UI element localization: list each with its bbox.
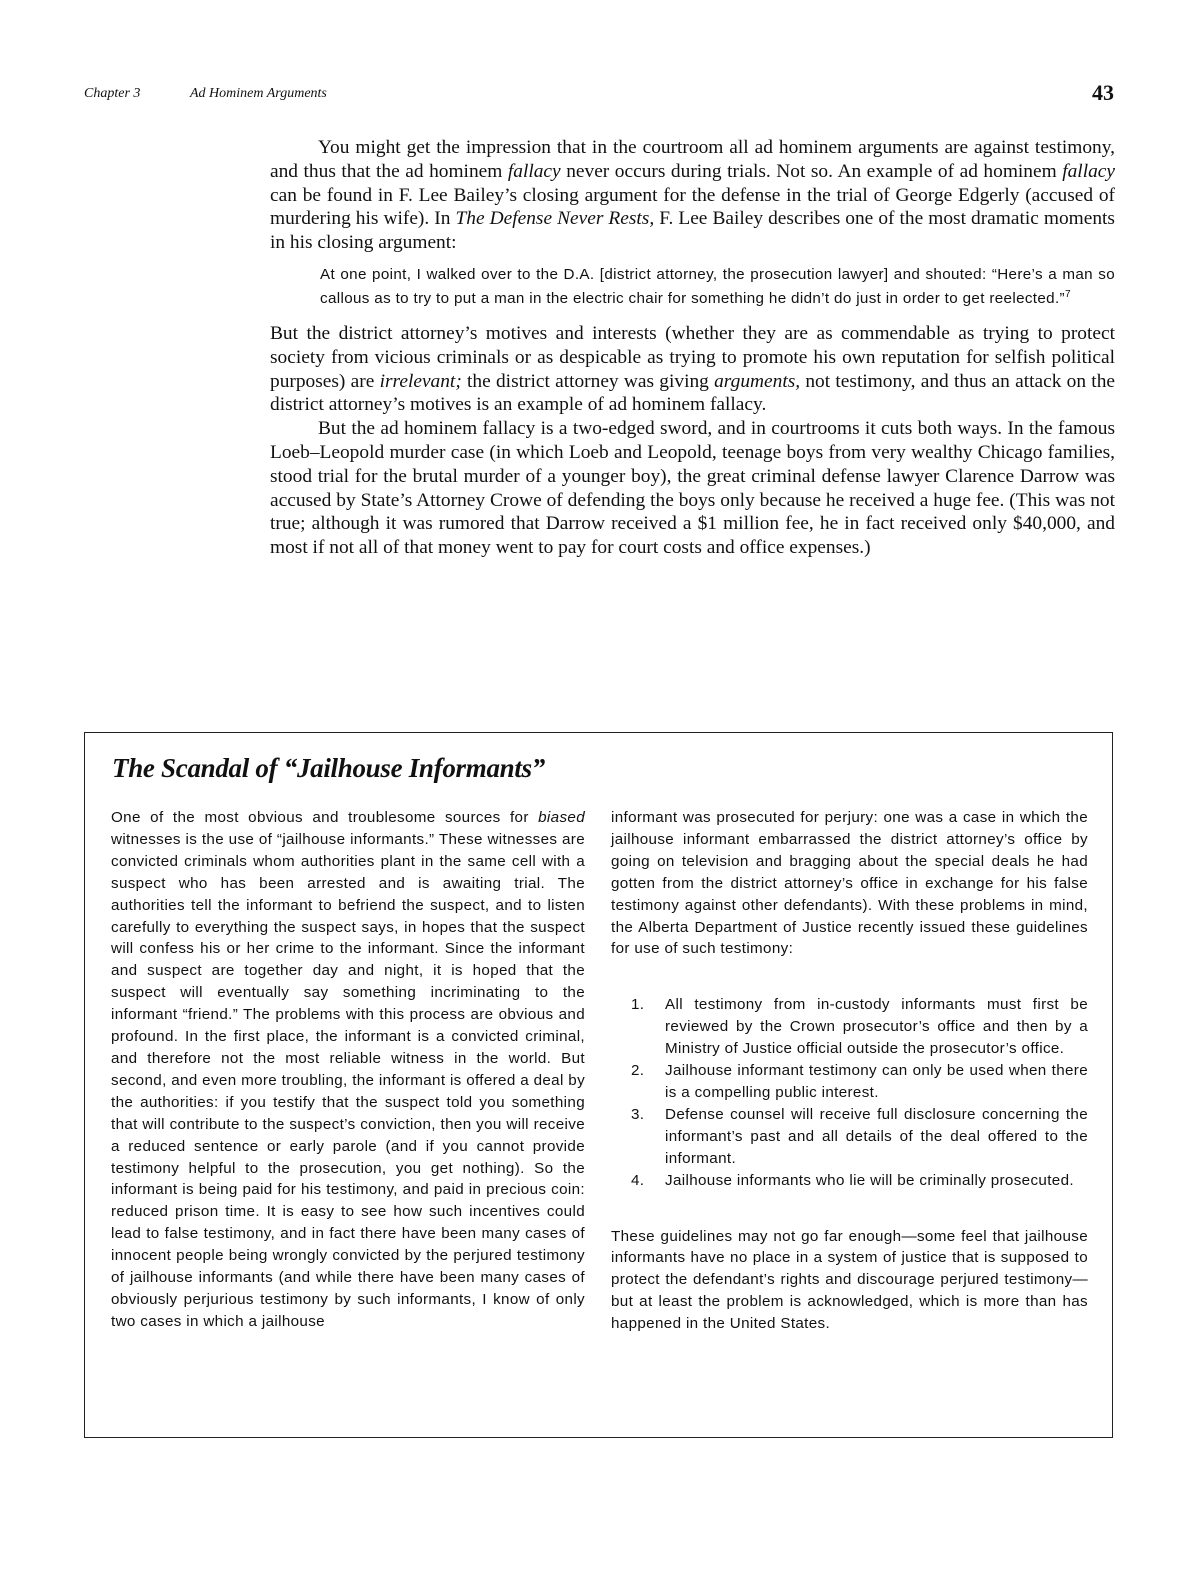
chapter-title: Ad Hominem Arguments xyxy=(190,86,327,101)
list-item: 3. Defense counsel will receive full disclosure concerning the informant’s past and all details of the deal offered to the informant. xyxy=(631,1105,1088,1167)
paragraph-3: But the ad hominem fallacy is a two-edged sword, and in courtrooms it cuts both ways. In the famous Loeb–Leopold murder case (in which Loeb and Leopold, teenage boys from very wealthy Chicago families, stood trial for the brutal murder of a younger boy), the great criminal defense lawyer Clarence Darrow was accused by State’s Attorney Crowe of defending the boys only because he received a huge fee. (This was not true; although it was rumored that Darrow received a $1 million fee, he in fact received only $40,000, and most if not all of that money went to pay for court costs and office expenses.) xyxy=(270,418,1115,559)
sidebar-title: The Scandal of “Jailhouse Informants” xyxy=(112,753,545,783)
footnote-marker: 7 xyxy=(1064,289,1071,301)
list-item: 2. Jailhouse informant testimony can only be used when there is a compelling public interest. xyxy=(631,1062,1088,1101)
list-item: 4. Jailhouse informants who lie will be criminally prosecuted. xyxy=(631,1171,1074,1189)
main-text xyxy=(270,136,1115,560)
sidebar-intro: informant was prosecuted for perjury: one was a case in which the jailhouse informant embarrassed the district attorney’s office by going on television and bragging about the special deals he had gotten from the district attorney’s office in exchange for his false testimony against other defendants). With these problems in mind, the Alberta Department of Justice recently issued these guidelines for use of such testimony: xyxy=(611,809,1088,958)
block-quote: At one point, I walked over to the D.A. [district attorney, the prosecution lawyer] and shouted: “Here’s a man so callous as to try to put a man in the electric chair for something he didn’t do just in order to get reelected.”$^7$ xyxy=(320,265,1115,308)
paragraph-1: You might get the impression that in the courtroom all ad hominem arguments are against testimony, and thus that the ad hominem fallacy never occurs during trials. Not so. An example of ad hominem fallacy can be found in F. Lee Bailey’s closing argument for the defense in the trial of George Edgerly (accused of murdering his wife). In The Defense Never Rests, F. Lee Bailey describes one of the most dramatic moments in his closing argument: xyxy=(270,137,1115,254)
paragraph-2: But the district attorney’s motives and interests (whether they are as commendable as trying to protect society from vicious criminals or as despicable as trying to promote his own reputation for selfish political purposes) are irrelevant; the district attorney was giving arguments, not testimony, and thus an attack on the district attorney’s motives is an example of ad hominem fallacy. xyxy=(270,323,1115,416)
page-number: 43 xyxy=(1092,80,1114,105)
list-item: 1. All testimony from in-custody informants must first be reviewed by the Crown prosecutor’s office and then by a Ministry of Justice official outside the prosecutor’s office. xyxy=(631,996,1088,1058)
guidelines-list xyxy=(611,994,1088,1191)
sidebar-right-column xyxy=(611,807,1088,1335)
chapter-label: Chapter 3 xyxy=(84,86,141,101)
sidebar-box xyxy=(84,732,1113,1438)
running-head xyxy=(84,82,1114,106)
sidebar-paragraph: One of the most obvious and troublesome sources for biased witnesses is the use of “jailhouse informants.” These witnesses are convicted criminals whom authorities plant in the same cell with a suspect who has been arrested and is awaiting trial. The authorities tell the informant to befriend the suspect, and to listen carefully to everything the suspect says, in hopes that the suspect will confess his or her crime to the informant. Since the informant and suspect are together day and night, it is hoped that the suspect will eventually say something incriminating to the informant “friend.” The problems with this process are obvious and profound. In the first place, the informant is a convicted criminal, and therefore not the most reliable witness in the world. But second, and even more troubling, the informant is offered a deal by the authorities: if you testify that the suspect told you something that will contribute to the suspect’s conviction, then you will receive a reduced sentence or early parole (and if you cannot provide testimony helpful to the prosecution, you get nothing). So the informant is being paid for his testimony, and paid in precious coin: reduced prison time. It is easy to see how such incentives could lead to false testimony, and in fact there have been many cases of innocent people being wrongly convicted by the perjured testimony of jailhouse informants (and while there have been many cases of obviously perjurious testimony by such informants, I know of only two cases in which a jailhouse xyxy=(111,809,586,1330)
sidebar-left-column xyxy=(111,807,585,1333)
sidebar-closing: These guidelines may not go far enough—some feel that jailhouse informants have no place in a system of justice that is supposed to protect the defendant’s rights and discourage perjured testimony—but at least the problem is acknowledged, which is more than has happened in the United States. xyxy=(611,1227,1088,1333)
